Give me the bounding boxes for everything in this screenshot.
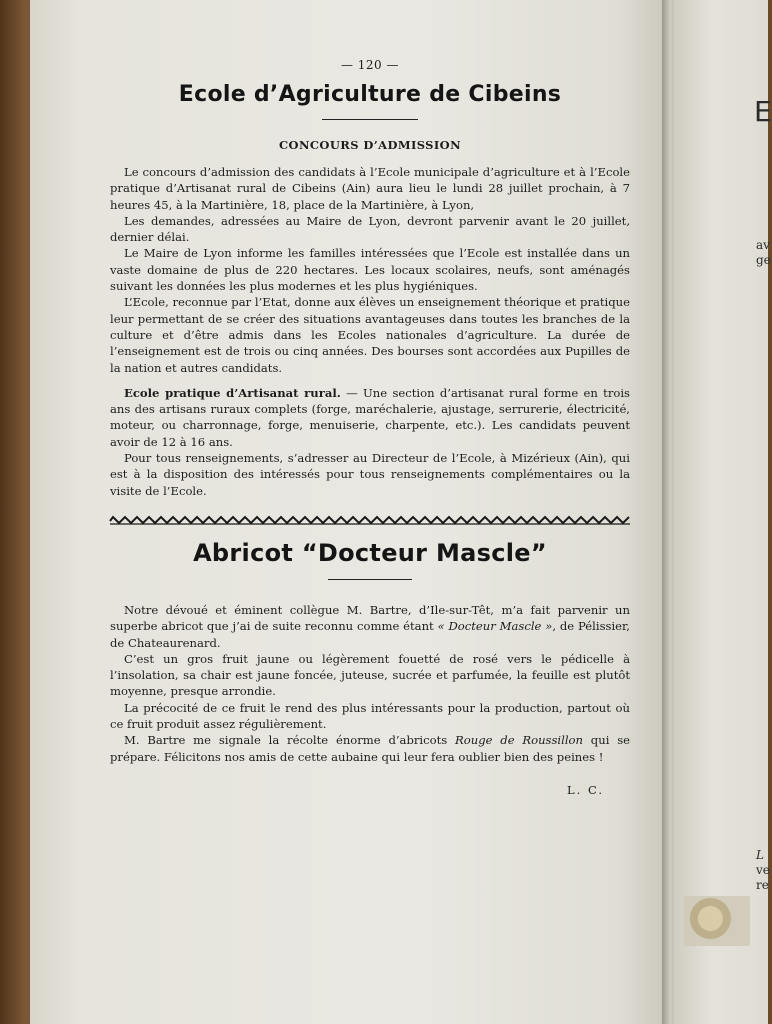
title-divider	[322, 119, 418, 120]
paragraph: Le concours d’admission des candidats à l’Ecole municipale d’agriculture et à l’Ecole pratique d’Artisanat rural de Cibeins (Ain) aura lieu le lundi 28 juillet prochain, à 7 heures 45, à la Martinière, 18, place de la Martinière, à Lyon,	[110, 165, 630, 212]
wavy-divider	[110, 515, 630, 527]
signature: L. C.	[567, 782, 604, 797]
paragraph	[110, 602, 630, 651]
page-number: — 120 —	[340, 58, 400, 72]
artisanat-text: — Une section d’artisanat rural forme en trois ans des artisans ruraux complets (forge, maréchalerie, ajustage, serrurerie, électricité, moteur, ou charronnage, forge, menuiserie, charpente, etc.). Les candidats peuvent avoir de 12 à 16 ans.	[110, 385, 630, 449]
right-page-text-fragment-bottom	[756, 848, 770, 893]
article-title-cibeins: Ecole d’Agriculture de Cibeins	[178, 82, 562, 107]
right-fragment-line: re	[756, 878, 769, 892]
section-subtitle: CONCOURS D’ADMISSION	[279, 138, 461, 152]
right-fragment-line: ve	[756, 863, 770, 877]
text-span: , de Pélissier, de Chateaurenard.	[110, 619, 630, 650]
paragraph: L’Ecole, reconnue par l’Etat, donne aux élèves un enseignement théorique et pratique leur permettant de se créer des situations avantageuses dans toutes les branches de la culture et d’être admis dans les Ecoles nationales d’agriculture. La durée de l’enseignement est de trois ou cinq années. Des bourses sont accordées aux Pupilles de la nation et autres candidats.	[110, 295, 631, 375]
article-title-abricot: Abricot “Docteur Mascle”	[193, 538, 547, 567]
paragraph	[110, 732, 630, 765]
paragraph-artisanat	[110, 385, 630, 450]
paragraph: C’est un gros fruit jaune ou légèrement fouetté de rosé vers le pédicelle à l’insolation, sa chair est jaune foncée, juteuse, sucrée et parfumée, la feuille est plutôt moyenne, presque arrondie.	[110, 651, 630, 699]
paragraph: Les demandes, adressées au Maire de Lyon, devront parvenir avant le 20 juillet, dernier délai.	[110, 213, 630, 245]
artisanat-lead: Ecole pratique d’Artisanat rural.	[124, 385, 341, 400]
text-italic: Rouge de Roussillon	[455, 733, 584, 748]
right-fragment-line: av	[756, 238, 770, 252]
thumbnail-image	[684, 896, 750, 946]
right-fragment-line: L	[756, 848, 764, 862]
right-page-title-fragment: E	[754, 95, 772, 128]
text-span: qui se prépare. Félicitons nos amis de cette aubaine qui leur fera oublier bien des peines !	[110, 733, 631, 764]
paragraph: Pour tous renseignements, s’adresser au Directeur de l’Ecole, à Mizérieux (Ain), qui est à la disposition des intéressés pour tous renseignements complémentaires ou la visite de l’Ecole.	[110, 451, 630, 498]
paragraph: La précocité de ce fruit le rend des plus intéressants pour la production, partout où ce fruit produit assez régulièrement.	[110, 700, 630, 732]
page-content	[110, 58, 630, 797]
paragraph: Le Maire de Lyon informe les familles intéressées que l’Ecole est installée dans un vaste domaine de plus de 220 hectares. Les locaux scolaires, neufs, sont aménagés suivant les données les plus modernes et les plus hygiéniques.	[110, 246, 630, 294]
text-span: Notre dévoué et éminent collègue M. Bartre, d’Ile-sur-Têt, m’a fait parvenir un superbe abricot que j’ai de suite reconnu comme étant	[110, 602, 630, 634]
text-span: M. Bartre me signale la récolte énorme d’abricots	[124, 733, 448, 748]
title-divider	[328, 579, 412, 580]
right-page	[674, 0, 772, 1024]
right-fragment-line: ge	[756, 253, 771, 267]
text-italic: « Docteur Mascle »	[437, 619, 553, 634]
right-page-text-fragment-top	[756, 238, 771, 268]
